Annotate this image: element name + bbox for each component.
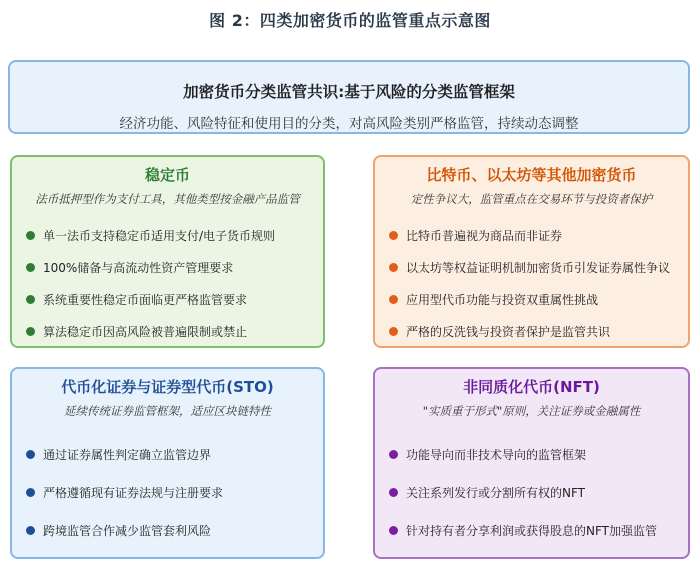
nft-card	[373, 367, 690, 559]
list-item	[26, 511, 323, 549]
card-description: 定性争议大，监管重点在交易环节与投资者保护	[410, 192, 653, 206]
card-description: 法币抵押型作为支付工具，其他类型按金融产品监管	[35, 192, 300, 206]
sto-card	[10, 367, 325, 559]
framework-subheading: 经济功能、风险特征和使用目的分类，对高风险类别严格监管，持续动态调整	[119, 116, 579, 132]
list-item	[389, 251, 688, 283]
list-item-text: 系统重要性稳定币面临更严格监管要求	[43, 292, 248, 307]
list-item-text: 算法稳定币因高风险被普遍限制或禁止	[43, 324, 248, 339]
list-item	[389, 219, 688, 251]
list-item	[389, 511, 688, 549]
bullet-dot-icon	[26, 295, 35, 304]
list-item-text: 严格遵循现有证券法规与注册要求	[43, 485, 224, 500]
card-list	[12, 435, 323, 549]
bullet-dot-icon	[389, 295, 398, 304]
list-item-text: 针对持有者分享利润或获得股息的NFT加强监管	[406, 523, 657, 538]
list-item	[26, 473, 323, 511]
list-item	[389, 473, 688, 511]
list-item-text: 100%储备与高流动性资产管理要求	[43, 260, 234, 275]
framework-heading: 加密货币分类监管共识:基于风险的分类监管框架	[183, 83, 515, 101]
figure-title: 图 2：四类加密货币的监管重点示意图	[209, 11, 491, 30]
list-item	[26, 251, 323, 283]
bullet-dot-icon	[389, 450, 398, 459]
list-item-text: 应用型代币功能与投资双重属性挑战	[406, 292, 599, 307]
bullet-dot-icon	[389, 327, 398, 336]
card-title: 比特币、以太坊等其他加密货币	[426, 166, 637, 184]
card-description: "实质重于形式"原则，关注证券或金融属性	[422, 404, 641, 418]
list-item	[26, 283, 323, 315]
card-list	[375, 435, 688, 549]
other-crypto-card	[373, 155, 690, 348]
card-description: 延续传统证券监管框架，适应区块链特性	[64, 404, 271, 418]
list-item-text: 严格的反洗钱与投资者保护是监管共识	[406, 324, 611, 339]
card-list	[12, 219, 323, 347]
list-item	[389, 283, 688, 315]
list-item	[26, 219, 323, 251]
card-title: 代币化证券与证券型代币(STO)	[61, 378, 274, 396]
bullet-dot-icon	[389, 263, 398, 272]
list-item-text: 以太坊等权益证明机制加密货币引发证券属性争议	[406, 260, 671, 275]
bullet-dot-icon	[26, 526, 35, 535]
framework-box	[8, 60, 690, 134]
list-item-text: 比特币普遍视为商品而非证券	[406, 228, 563, 243]
list-item-text: 关注系列发行或分割所有权的NFT	[406, 485, 585, 500]
list-item	[26, 435, 323, 473]
list-item	[26, 315, 323, 347]
card-title: 非同质化代币(NFT)	[463, 378, 600, 396]
bullet-dot-icon	[389, 526, 398, 535]
list-item	[389, 435, 688, 473]
list-item-text: 通过证券属性判定确立监管边界	[43, 447, 212, 462]
bullet-dot-icon	[26, 327, 35, 336]
bullet-dot-icon	[389, 231, 398, 240]
card-list	[375, 219, 688, 347]
stablecoin-card	[10, 155, 325, 348]
list-item-text: 功能导向而非技术导向的监管框架	[406, 447, 587, 462]
list-item-text: 单一法币支持稳定币适用支付/电子货币规则	[43, 228, 276, 243]
bullet-dot-icon	[389, 488, 398, 497]
bullet-dot-icon	[26, 450, 35, 459]
bullet-dot-icon	[26, 488, 35, 497]
card-title: 稳定币	[144, 166, 190, 184]
bullet-dot-icon	[26, 231, 35, 240]
list-item-text: 跨境监管合作减少监管套利风险	[43, 523, 212, 538]
list-item	[389, 315, 688, 347]
bullet-dot-icon	[26, 263, 35, 272]
